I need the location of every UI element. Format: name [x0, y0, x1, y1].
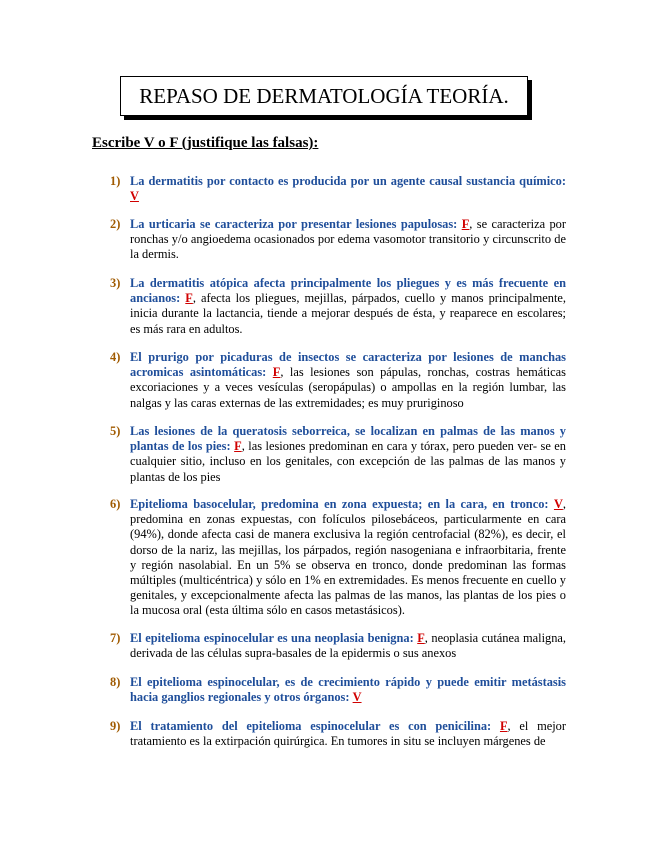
question-number: 9): [110, 719, 121, 733]
question-number: 4): [110, 350, 121, 364]
question-number: 8): [110, 675, 121, 689]
question-number: 7): [110, 631, 121, 645]
answer-mark: F: [499, 719, 508, 733]
question-number: 5): [110, 424, 121, 438]
instructions-heading: Escribe V o F (justifique las falsas):: [92, 135, 319, 151]
question-number: 2): [110, 217, 121, 231]
question-explanation: , el mejor tratamiento es la extirpación quirúrgica. En tumores in situ se incluyen márgenes de: [130, 719, 566, 749]
question-number: 3): [110, 276, 121, 290]
question-statement: Epitelioma basocelular, predomina en zona expuesta; en la cara, en tronco:: [130, 497, 549, 511]
document-title: REPASO DE DERMATOLOGÍA TEORÍA.: [120, 76, 528, 116]
answer-mark: F: [234, 439, 242, 454]
answer-mark: F: [185, 291, 193, 306]
answer-mark: F: [461, 217, 470, 231]
question-explanation: , las lesiones son pápulas, ronchas, costras hemáticas excoriaciones y a veces vesículas (seropápulas) o ampollas en la región lumbar, las nalgas y las caras externas de las extremidades; es muy pruriginoso: [130, 365, 566, 410]
answer-mark: V: [130, 189, 139, 204]
question-statement: La dermatitis por contacto es producida por un agente causal sustancia químico:: [130, 174, 566, 188]
answer-mark: V: [352, 690, 362, 705]
question-statement: La urticaria se caracteriza por presentar lesiones papulosas:: [130, 217, 458, 231]
question-statement: El epitelioma espinocelular, es de crecimiento rápido y puede emitir metástasis hacia ganglios regionales y otros órganos:: [130, 675, 566, 705]
answer-mark: V: [553, 497, 563, 511]
question-explanation: , las lesiones predominan en cara y tórax, pero pueden ver- se en cualquier sitio, incluso en los genitales, con excepción de las palmas de las manos y plantas de los pies: [130, 439, 566, 484]
question-statement: El epitelioma espinocelular es una neoplasia benigna:: [130, 631, 414, 645]
question-statement: El tratamiento del epitelioma espinocelular es con penicilina:: [130, 719, 492, 733]
answer-mark: F: [417, 631, 425, 645]
question-number: 6): [110, 497, 121, 511]
question-explanation: , predomina en zonas expuestas, con folículos pilosebáceos, particularmente en cara (94%), donde afecta casi de manera exclusiva la región centrofacial (82%), es decir, el dorso de la nariz, las mejillas, los párpados, región nasogeniana e infraorbitaria, frente y región nasolabial. En un 5% se observa en tronco, donde predominan las formas múltiples (multicéntrica) y sólo en 1% en extremidades. Es menos frecuente en cuello y genitales, y excepcionalmente afecta las palmas de las manos, las plantas de los pies o la mucosa oral (esta última sólo en casos metastásicos).: [130, 497, 566, 618]
question-statement: El prurigo por picaduras de insectos se caracteriza por lesiones de manchas acromicas asintomáticas:: [130, 350, 566, 380]
question-statement: La dermatitis atópica afecta principalmente los pliegues y es más frecuente en ancianos:: [130, 276, 566, 306]
question-explanation: , afecta los pliegues, mejillas, párpados, cuello y manos principalmente, inicia durante la lactancia, tiende a mejorar después de ésta, y reaparece en escolares; es más rara en adultos.: [130, 291, 566, 336]
question-number: 1): [110, 174, 121, 188]
answer-mark: F: [272, 365, 281, 380]
question-explanation: , neoplasia cutánea maligna, derivada de las células supra-basales de la epidermis o sus anexos: [130, 631, 567, 661]
question-explanation: , se caracteriza por ronchas y/o angioedema ocasionados por edema vasomotor transitorio y circunscrito de la dermis.: [130, 217, 566, 262]
question-statement: Las lesiones de la queratosis seborreica, se localizan en palmas de las manos y plantas de los pies:: [130, 424, 566, 454]
